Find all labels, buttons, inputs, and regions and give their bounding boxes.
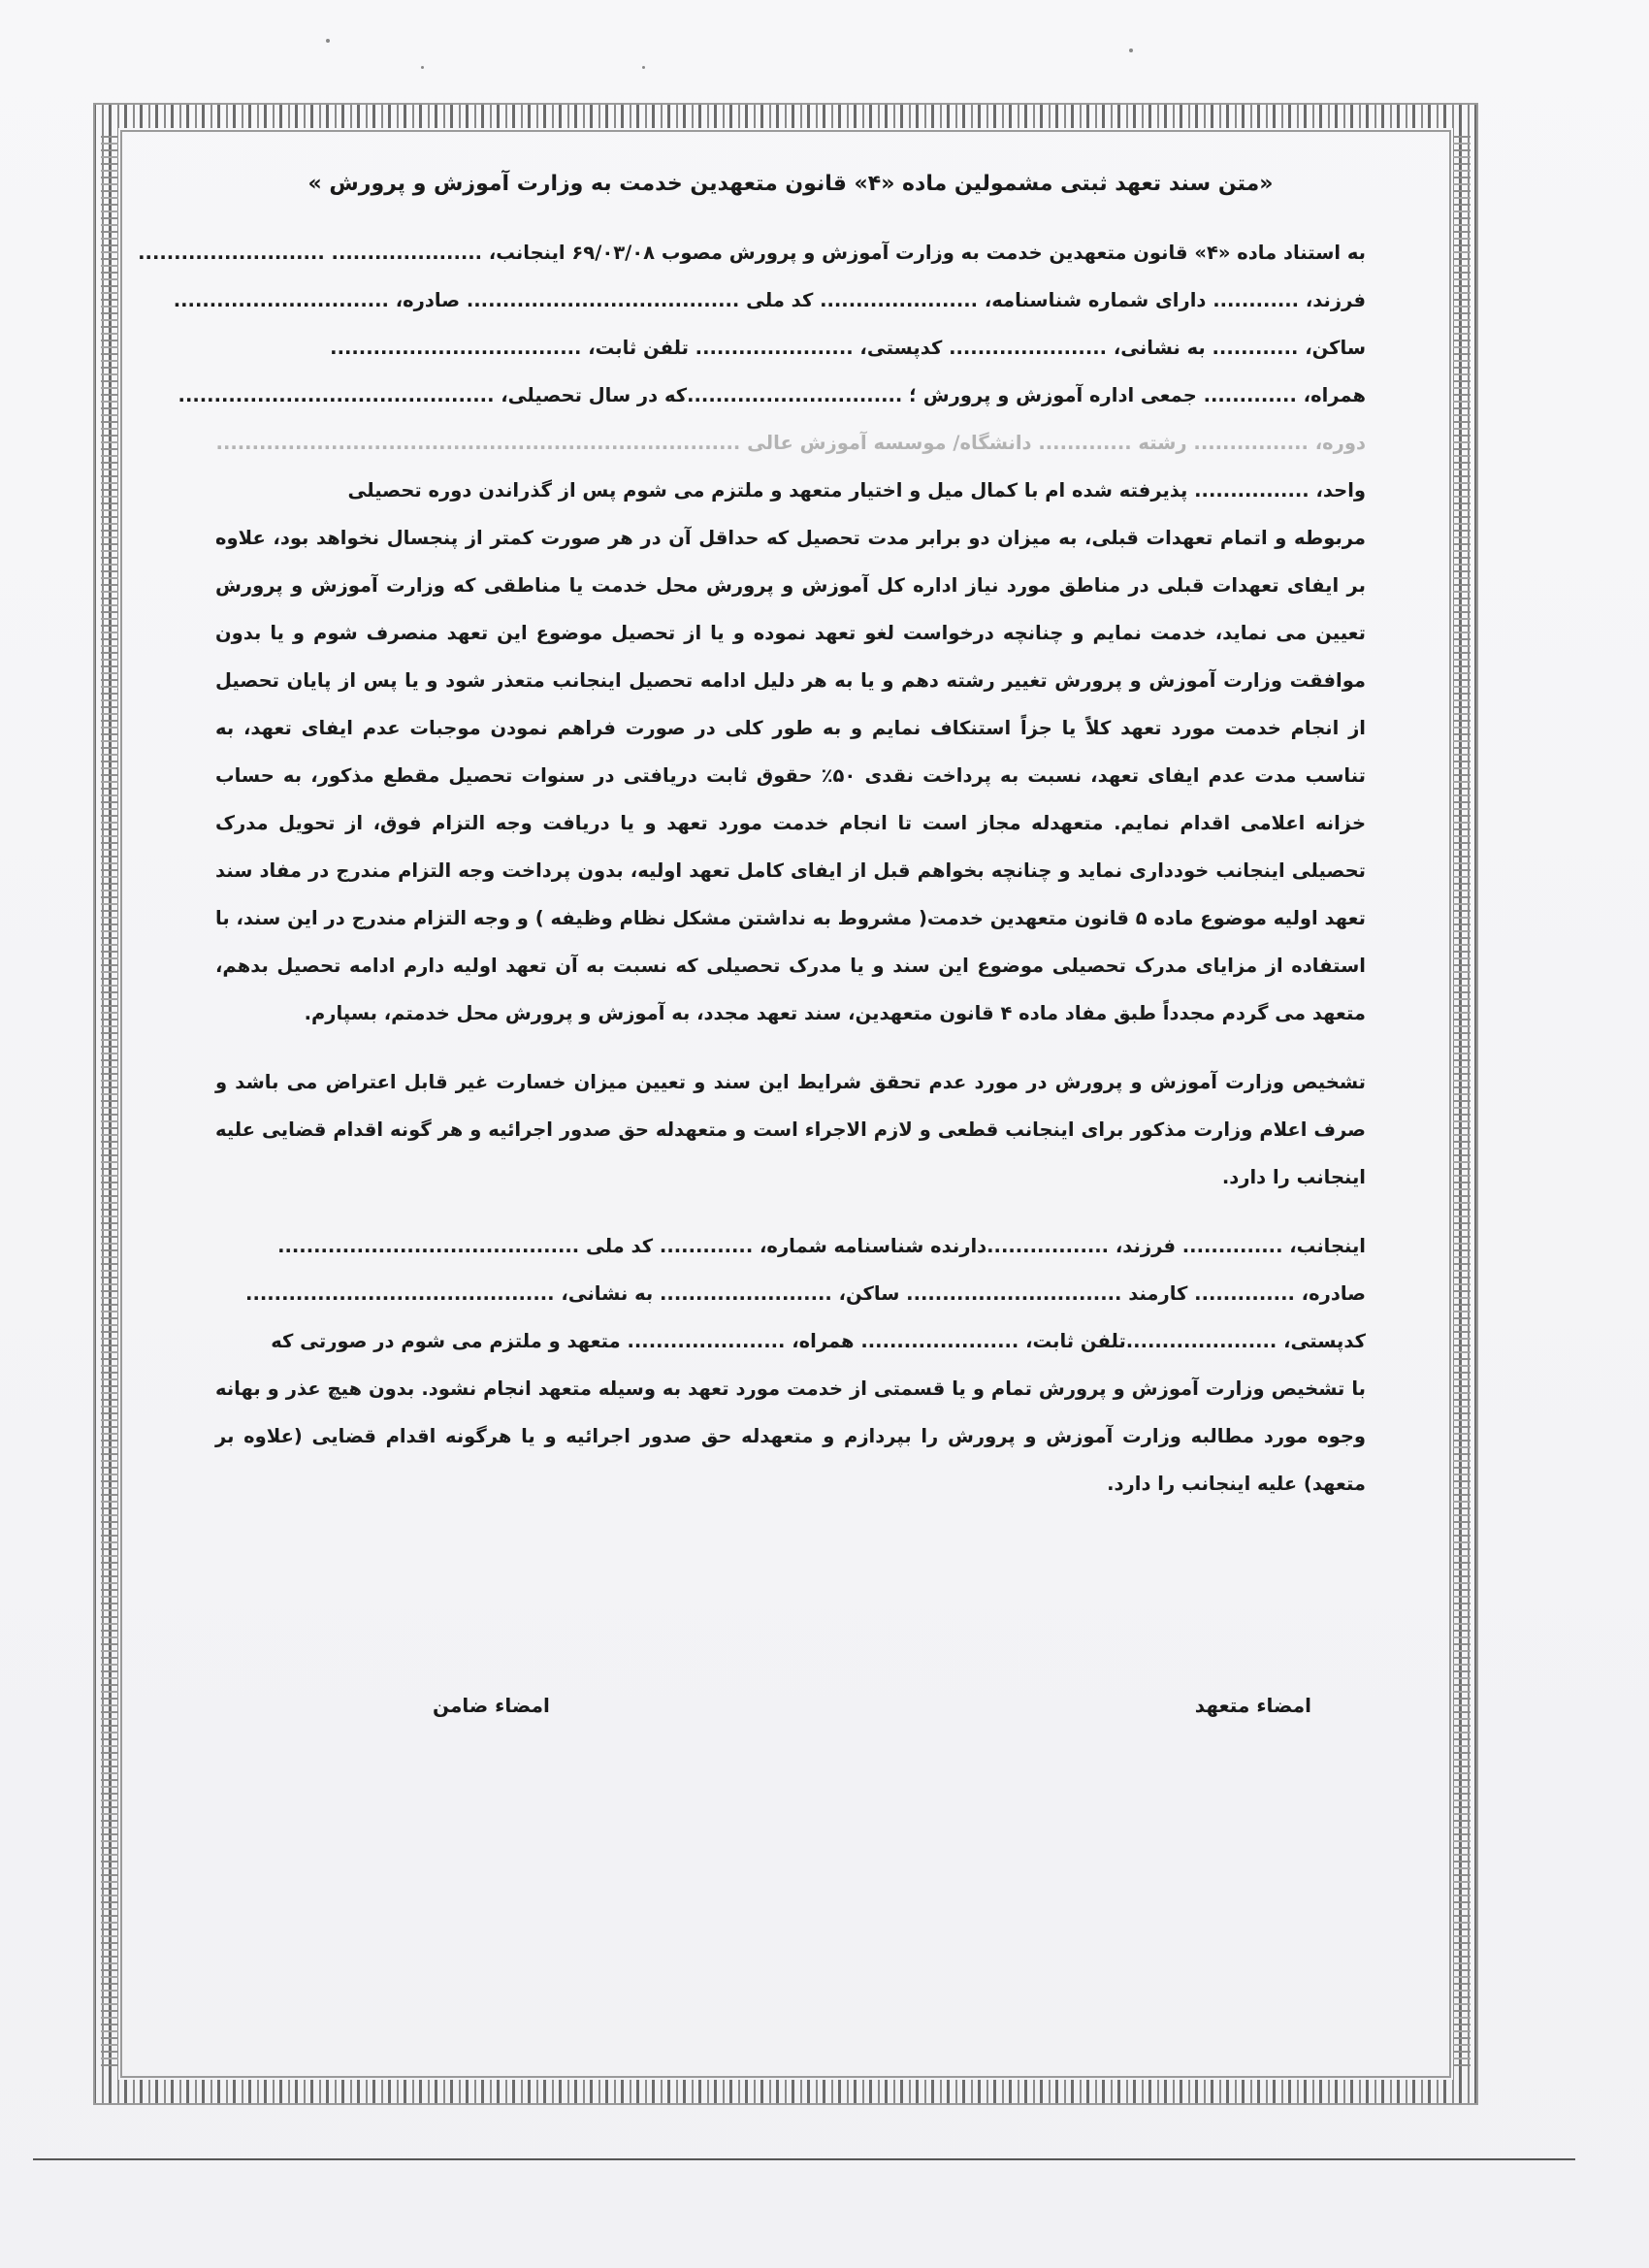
header-line: به استناد ماده «۴» قانون متعهدین خدمت به وزارت آموزش و پرورش مصوب ۶۹/۰۳/۰۸ اینجانب، ..................... ..........................	[138, 242, 1366, 264]
header-line: فرزند، ............ دارای شماره شناسنامه، ...................... کد ملی ...................................... صادره، ..............................	[173, 289, 1366, 311]
bottom-rule	[33, 2158, 1575, 2160]
border-pattern-left	[101, 136, 118, 2066]
header-line: واحد، ................ پذیرفته شده ام با کمال میل و اختیار متعهد و ملتزم می شوم پس از گذراندن دوره تحصیلی	[347, 479, 1366, 502]
guarantor-paragraph: با تشخیص وزارت آموزش و پرورش تمام و یا قسمتی از خدمت مورد تعهد به وسیله متعهد انجام نشود. بدون هیچ عذر و بهانه وجوه مورد مطالبه وزارت آموزش و پرورش را بپردازم و متعهدله حق صدور اجرائیه و یا هرگونه اقدام قضایی (علاوه بر متعهد) علیه اینجانب را دارد.	[215, 1377, 1366, 1495]
scan-speck	[421, 66, 424, 69]
scan-speck	[326, 39, 330, 43]
header-line: ساکن، ............ به نشانی، ...................... کدپستی، ...................... تلفن ثابت، ...................................	[330, 337, 1366, 359]
header-line-faded: دوره، ................ رشته ............. دانشگاه/ موسسه آموزش عالی .........................................................................	[215, 432, 1366, 454]
signature-obligor: امضاء متعهد	[1194, 1694, 1311, 1717]
document-title: «متن سند تعهد ثبتی مشمولین ماده «۴» قانون متعهدین خدمت به وزارت آموزش و پرورش »	[307, 172, 1274, 196]
signature-guarantor: امضاء ضامن	[433, 1694, 550, 1717]
ministry-determination-paragraph: تشخیص وزارت آموزش و پرورش در مورد عدم تحقق شرایط این سند و تعیین میزان خسارت غیر قابل اعتراض می باشد و صرف اعلام وزارت مذکور برای اینجانب قطعی و لازم الاجراء است و متعهدله حق صدور اجرائیه و هر گونه اقدام قضایی علیه اینجانب را دارد.	[215, 1071, 1366, 1188]
header-line: همراه، ............. جمعی اداره آموزش و پرورش ؛ ..............................که در سال تحصیلی، ............................................	[178, 384, 1366, 406]
scan-speck	[1129, 49, 1133, 52]
guarantor-line: صادره، .............. کارمند .............................. ساکن، ........................ به نشانی، ...........................................	[245, 1282, 1366, 1305]
document-body	[138, 165, 1366, 1507]
guarantor-line: کدپستی، .....................تلفن ثابت، ...................... همراه، ...................... متعهد و ملتزم می شوم در صورتی که	[271, 1330, 1366, 1352]
scan-speck	[642, 66, 645, 69]
commitment-paragraph: مربوطه و اتمام تعهدات قبلی، به میزان دو برابر مدت تحصیل که حداقل آن در هر صورت کمتر از پنجسال نخواهد بود، علاوه بر ایفای تعهدات قبلی در مناطق مورد نیاز اداره کل آموزش و پرورش محل خدمت یا مناطقی که وزارت آموزش و پرورش تعیین می نماید، خدمت نمایم و چنانچه درخواست لغو تعهد نموده و یا از تحصیل موضوع این تعهد منصرف شوم و یا بدون موافقت وزارت آموزش و پرورش تغییر رشته دهم و یا به هر دلیل ادامه تحصیل اینجانب متعذر شود و یا پس از پایان تحصیل از انجام خدمت مورد تعهد کلاً یا جزاً استنکاف نمایم و به طور کلی در صورت فراهم نمودن موجبات عدم ایفای تعهد، به تناسب مدت عدم ایفای تعهد، نسبت به پرداخت نقدی ۵۰٪ حقوق ثابت دریافتی در سنوات تحصیل مقطع مذکور، به حساب خزانه اعلامی اقدام نمایم. متعهدله مجاز است تا انجام خدمت مورد تعهد و یا دریافت وجه التزام فوق، از تحویل مدرک تحصیلی اینجانب خودداری نماید و چنانچه بخواهم قبل از ایفای کامل تعهد اولیه، بدون پرداخت وجه التزام مندرج در مفاد سند تعهد اولیه موضوع ماده ۵ قانون متعهدین خدمت( مشروط به نداشتن مشکل نظام وظیفه ) و وجه التزام مندرج در این سند، با استفاده از مزایای مدرک تحصیلی موضوع این سند و یا مدرک تحصیلی که نسبت به آن تعهد اولیه دارم ادامه تحصیل بدهم، متعهد می گردم مجدداً طبق مفاد ماده ۴ قانون متعهدین، سند تعهد مجدد، به آموزش و پرورش محل خدمتم، بسپارم.	[215, 527, 1366, 1024]
border-pattern-right	[1453, 136, 1471, 2066]
guarantor-line: اینجانب، .............. فرزند، .................دارنده شناسنامه شماره، ............. کد ملی ..........................................	[277, 1235, 1366, 1257]
